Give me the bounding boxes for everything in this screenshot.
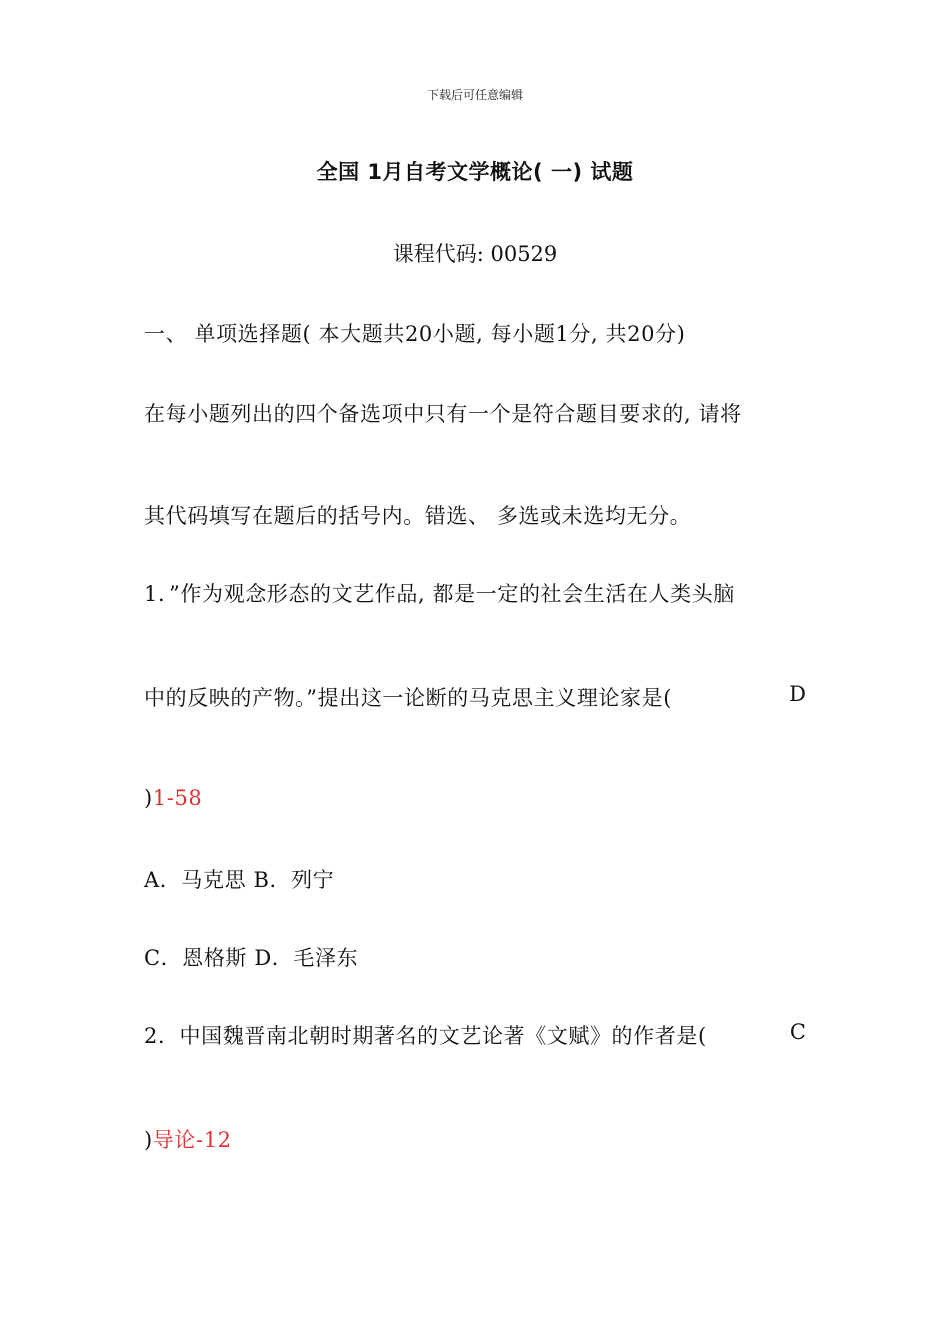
close-paren: ) <box>144 786 153 810</box>
question-1-line-1: 1．”作为观念形态的文艺作品, 都是一定的社会生活在人类头脑 <box>144 582 735 606</box>
section-heading: 一、 单项选择题( 本大题共20小题, 每小题1分, 共20分) <box>144 322 686 346</box>
question-2-line-1: 2．中国魏晋南北朝时期著名的文艺论著《文赋》的作者是( <box>144 1024 707 1048</box>
question-2-answer: C <box>789 1020 806 1044</box>
close-paren: ) <box>144 1128 153 1152</box>
course-code: 课程代码: 00529 <box>392 242 558 266</box>
question-1-reference: 1-58 <box>152 786 203 810</box>
instructions-line-2: 其代码填写在题后的括号内。错选、 多选或未选均无分。 <box>144 504 692 528</box>
exam-title: 全国 1月自考文学概论( 一) 试题 <box>316 160 634 184</box>
page-header: 下载后可任意编辑 <box>426 88 523 102</box>
instructions-line-1: 在每小题列出的四个备选项中只有一个是符合题目要求的, 请将 <box>144 402 742 426</box>
question-2-reference-line <box>144 1124 232 1154</box>
question-1-options-row-1: A．马克思 B．列宁 <box>144 868 335 892</box>
question-2-reference: 导论-12 <box>152 1128 232 1152</box>
question-1-reference-line <box>144 786 202 810</box>
question-1-answer: D <box>789 682 806 706</box>
question-1-line-2: 中的反映的产物。”提出这一论断的马克思主义理论家是( <box>144 686 673 710</box>
question-1-options-row-2: C．恩格斯 D．毛泽东 <box>144 946 359 970</box>
